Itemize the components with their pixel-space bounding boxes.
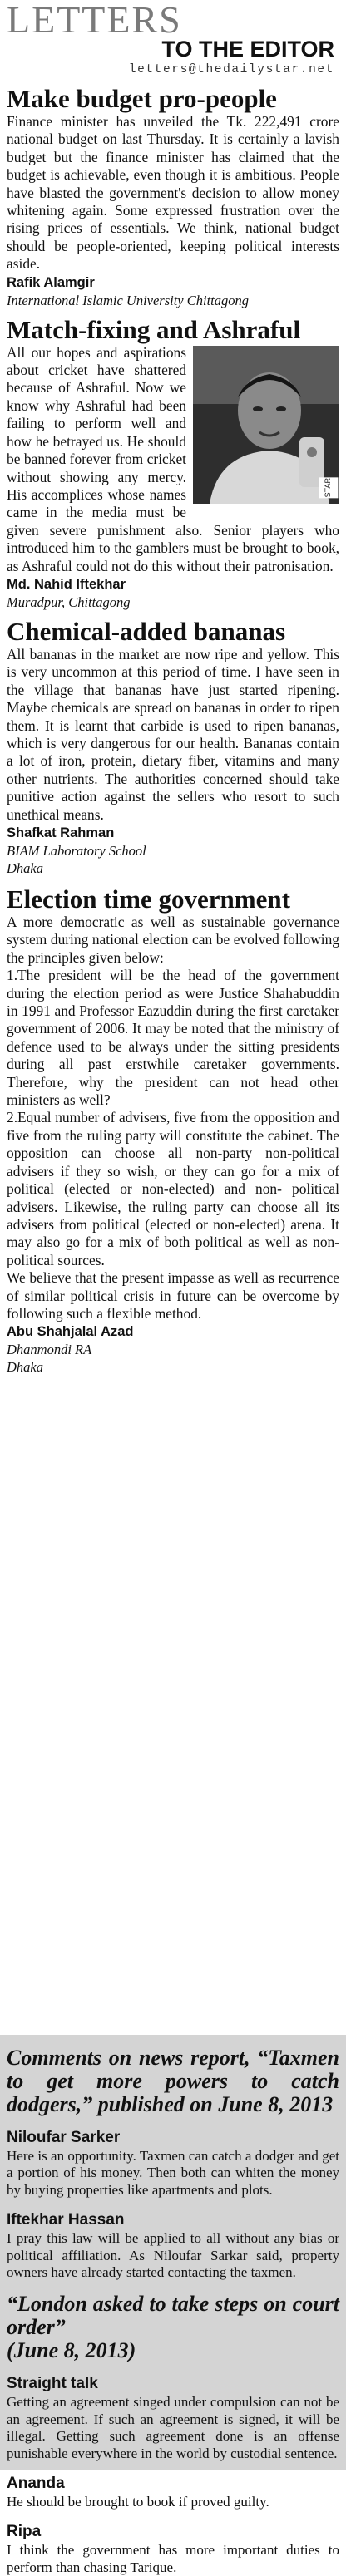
letter-body xyxy=(7,646,339,824)
letter-headline: Match-fixing and Ashraful xyxy=(7,314,301,344)
photo-credit: STAR xyxy=(319,477,338,498)
commenter-name: Straight talk xyxy=(7,2375,98,2393)
letter-author: Md. Nahid Iftekhar xyxy=(7,576,126,592)
letter-match-fixing xyxy=(7,316,339,611)
letter-author-place: International Islamic University Chittagong xyxy=(7,292,250,308)
letter-paragraph: 2.Equal number of advisers, five from the opposition and five from the ruling party will constitute the cabinet. The opposition can choose all non-party non-political advisers if they so wish, or they can go for a mix of political (elected or non-elected) and non- political advisers. Likewise, the ruling party can choose all its advisers from political (elected or non-elected) arena. It may also go for a mix of both political as well as non-political sources. xyxy=(7,1109,339,1268)
letter-body xyxy=(7,344,339,575)
letter-author-city: Dhaka xyxy=(7,860,43,876)
section-title: LETTERS xyxy=(7,0,182,41)
letter-body xyxy=(7,914,339,1322)
online-comments-box xyxy=(0,2035,346,2575)
ashraful-photo xyxy=(193,346,339,504)
comment-text: He should be brought to book if proved guilty. xyxy=(7,2494,269,2510)
comment xyxy=(7,2210,339,2281)
comment xyxy=(7,2374,339,2462)
comment-text: Here is an opportunity. Taxmen can catch a dodger and get a portion of his money. Then both can whiten the money by buying properties like apartments and plots. xyxy=(7,2148,339,2198)
letter-budget xyxy=(7,85,339,309)
letter-author: Abu Shahjalal Azad xyxy=(7,1324,134,1340)
letter-headline: Make budget pro-people xyxy=(7,84,277,113)
cricketer-portrait-image xyxy=(193,346,339,504)
comments-heading: “London asked to take steps on court order” xyxy=(7,2292,339,2340)
letter-author: Rafik Alamgir xyxy=(7,274,95,290)
letter-election-government xyxy=(7,885,339,1376)
letter-headline: Chemical-added bananas xyxy=(7,616,286,646)
letter-paragraph: A more democratic as well as sustainable governance system during national election can be evolved following the principles given below: xyxy=(7,914,339,966)
comments-heading-date: (June 8, 2013) xyxy=(7,2338,136,2363)
commenter-name: Ripa xyxy=(7,2523,42,2541)
letter-author: Shafkat Rahman xyxy=(7,825,115,840)
letter-author-place: Muradpur, Chittagong xyxy=(7,594,131,610)
letter-author-place: Dhanmondi RA xyxy=(7,1342,92,1358)
comment-text: I think the government has more important duties to perform than chasing Tarique. xyxy=(7,2542,339,2575)
letter-headline: Election time government xyxy=(7,884,290,914)
letter-paragraph: All bananas in the market are now ripe and yellow. This is very uncommon at this period of time. I have seen in the village that bananas have just started ripening. Maybe chemicals are spread on bananas in order to ripen them. It is learnt that carbide is used to ripen bananas, which is very dangerous for our health. Bananas contain a lot of iron, protein, dietary fiber, vitamins and many other nutrients. The authorities concerned should take punitive action against the sellers who resort to such unethical means. xyxy=(7,645,339,823)
section-subtitle: TO THE EDITOR xyxy=(161,37,334,62)
comment xyxy=(7,2474,339,2510)
letter-paragraph: We believe that the present impasse as well as recurrence of similar political crisis in future can be overcome by following such a flexible method. xyxy=(7,1269,339,1322)
comments-heading: Comments on news report, “Taxmen to get more powers to catch dodgers,” published on June 8, 2013 xyxy=(7,2046,339,2116)
comment xyxy=(7,2522,339,2576)
letter-author-city: Dhaka xyxy=(7,1359,43,1376)
letter-paragraph: 1.The president will be the head of the government during the election period as were Justice Shahabuddin in 1991 and Professor Eazuddin during the first caretaker government of 2006. It may be noted that the ministry of defence used to be always under the sitting presidents during all past erstwhile caretaker governments. Therefore, why the president can not head other ministers as well? xyxy=(7,967,339,1109)
commenter-name: Iftekhar Hassan xyxy=(7,2211,125,2229)
comment-text: I pray this law will be applied to all without any bias or political affiliation. As Niloufar Sarkar said, property owners have already started contacting the taxmen. xyxy=(7,2230,339,2281)
letter-paragraph: Finance minister has unveiled the Tk. 222,491 crore national budget on last Thursday. It is certainly a lavish budget but the finance minister has claimed that the budget is achievable, even though it is ambitious. People have blasted the government's decision to allow money whitening again. Some expressed frustration over the rising prices of essentials. We think, national budget should be people-oriented, keeping political interests aside. xyxy=(7,113,339,273)
commenter-name: Ananda xyxy=(7,2475,65,2493)
letter-body xyxy=(7,113,339,273)
letter-paragraph: All our hopes and aspirations about cricket have shattered because of Ashraful. Now we know why Ashraful had been failing to perform well and how he betrayed us. He should be banned forever from cricket without showing any mercy. His accomplices whose names came in the media must be given severe punishment also. Senior players who introduced him to the gamblers must be brought to book, as Ashraful could not do this without their patronisation. xyxy=(7,343,339,574)
commenter-name: Niloufar Sarker xyxy=(7,2129,121,2146)
letter-bananas xyxy=(7,618,339,877)
letter-author-place: BIAM Laboratory School xyxy=(7,843,146,859)
contact-email[interactable]: letters@thedailystar.net xyxy=(128,63,334,76)
comment-text: Getting an agreement singed under compulsion can not be an agreement. If such an agreement is signed, it will be illegal. Getting such agreement done is an offense punishable everywhere in the world by custodial sentence. xyxy=(7,2394,339,2461)
comment xyxy=(7,2128,339,2199)
